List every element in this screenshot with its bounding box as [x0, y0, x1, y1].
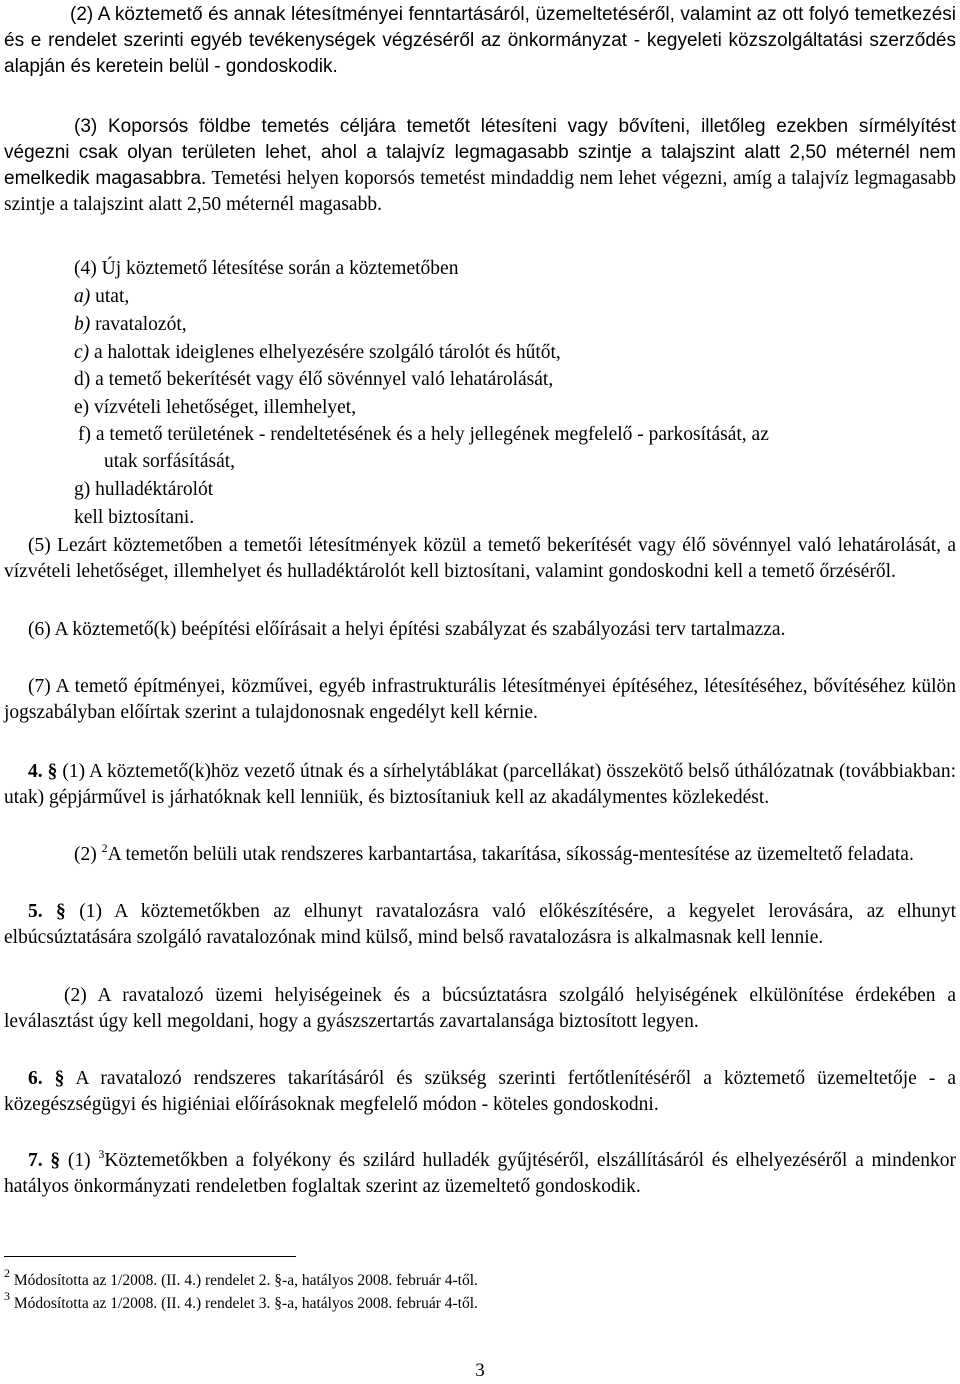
list-marker: d) — [74, 369, 91, 390]
section-number: 4. — [28, 761, 43, 782]
list-text: utak sorfásítását, — [104, 451, 236, 472]
footnote-text: Módosította az 1/2008. (II. 4.) rendelet 3. §-a, hatályos 2008. február 4-től. — [10, 1295, 478, 1312]
list-marker: c) — [74, 342, 90, 363]
section-7-paragraph — [4, 1148, 956, 1200]
section-number: 6. — [28, 1068, 43, 1089]
footnote-number: 3 — [4, 1289, 10, 1303]
list-marker: g) — [74, 479, 91, 500]
list-text: a temető bekerítését vagy élő sövénnyel való lehatárolását, — [90, 369, 554, 390]
section-5-text: (1) A köztemetőkben az elhunyt ravatalozásra való előkészítésére, a kegyelet lerovására, az elhunyt elbúcsúztatására szolgáló ravatalozónak mind külső, mind belső ravatalozásra is alkalmasnak kell lennie. — [4, 901, 956, 948]
footnote-text: Módosította az 1/2008. (II. 4.) rendelet 2. §-a, hatályos 2008. február 4-től. — [10, 1272, 478, 1289]
section-4-paragraph-1 — [4, 759, 956, 811]
list-item — [74, 340, 561, 366]
list-item — [74, 367, 553, 393]
list-item — [74, 312, 187, 338]
list-marker: b) — [74, 314, 91, 335]
paragraph-3-text: (3) Koporsós földbe temetés céljára temetőt létesíteni vagy bővíteni, illetőleg ezekben sírmélyítést végezni csak olyan területen lehet, ahol a talajvíz legmagasabb szintje a talajszint alatt 2,50 méternél nem emelkedik magasabbra. — [4, 116, 956, 189]
paragraph-6: (6) A köztemető(k) beépítési előírásait a helyi építési szabályzat és szabályozási terv tartalmazza. — [28, 619, 786, 640]
section-sign: § — [50, 1150, 61, 1171]
list-text: hulladéktárolót — [90, 479, 214, 500]
list-text: a halottak ideiglenes elhelyezésére szolgáló tárolót és hűtőt, — [89, 342, 561, 363]
list-item — [74, 284, 129, 310]
list-item — [78, 422, 769, 448]
section-5-paragraph-1 — [4, 899, 956, 951]
list-item-continuation — [104, 449, 235, 475]
paragraph-4-end: kell biztosítani. — [74, 507, 195, 528]
footnote-ref: 3 — [98, 1147, 105, 1161]
paragraph-label: (1) — [60, 1150, 99, 1171]
list-item — [74, 477, 213, 503]
page-number: 3 — [475, 1360, 485, 1381]
section-sign: § — [54, 1068, 65, 1089]
section-number: 7. — [28, 1150, 43, 1171]
list-item — [74, 395, 356, 421]
section-6-paragraph — [4, 1066, 956, 1118]
section-number: 5. — [28, 901, 43, 922]
section-4-text: (1) A köztemető(k)höz vezető útnak és a sírhelytáblákat (parcellákat) összekötő belső úthálózatnak (továbbiakban: utak) gépjárművel is járhatóknak kell lenniük, és biztosítaniuk kell az akadálymentes közlekedést. — [4, 761, 956, 808]
paragraph-3 — [4, 114, 956, 218]
section-6-text: A ravatalozó rendszeres takarításáról és szükség szerinti fertőtlenítéséről a köztemető üzemeltetője - a közegészségügyi és higiéniai előírásoknak megfelelő módon - köteles gondoskodni. — [4, 1068, 956, 1115]
section-4-text-2: A temetőn belüli utak rendszeres karbantartása, takarítása, síkosság-mentesítése az üzemeltető feladata. — [107, 844, 914, 865]
footnote-number: 2 — [4, 1266, 10, 1280]
footnote-ref: 2 — [101, 841, 108, 855]
paragraph-3-text-b: Temetési helyen koporsós temetést mindaddig nem lehet végezni, amíg a talajvíz legmagasabb szintje a talajszint alatt 2,50 méternél magasabb. — [4, 168, 956, 215]
list-text: utat, — [90, 286, 130, 307]
footnote — [4, 1289, 478, 1315]
list-text: ravatalozót, — [90, 314, 187, 335]
section-sign: § — [47, 761, 58, 782]
section-4-paragraph-2 — [4, 842, 956, 868]
paragraph-2 — [4, 2, 956, 80]
paragraph-7: (7) A temető építményei, közművei, egyéb infrastrukturális létesítményei építéséhez, létesítéséhez, bővítéséhez külön jogszabályban előírtak szerint a tulajdonosnak engedélyt kell kérnie. — [4, 676, 956, 723]
paragraph-5: (5) Lezárt köztemetőben a temetői létesítmények közül a temető bekerítését vagy élő sövénnyel való lehatárolását, a vízvételi lehetőséget, illemhelyet és hulladéktárolót kell biztosítani, valamint gondoskodni kell a temető őrzéséről. — [4, 535, 956, 582]
list-text: a temető területének - rendeltetésének és a hely jellegének megfelelő - parkosítását, az — [91, 424, 769, 445]
list-marker: a) — [74, 286, 91, 307]
paragraph-2-text: (2) A köztemető és annak létesítményei fenntartásáról, üzemeltetéséről, valamint az ott folyó temetkezési és e rendelet szerinti egyéb tevékenységek végzéséről az önkormányzat - kegyeleti közszolgáltatási szerződés alapján és keretein belül - gondoskodik. — [4, 4, 956, 77]
footnote — [4, 1266, 478, 1292]
footnote-separator — [4, 1256, 296, 1257]
section-7-text: Köztemetőkben a folyékony és szilárd hulladék gyűjtéséről, elszállításáról és elhelyezéséről a mindenkor hatályos önkormányzati rendeletben foglaltak szerint az üzemeltető gondoskodik. — [4, 1150, 956, 1197]
section-5-paragraph-2: (2) A ravatalozó üzemi helyiségeinek és a búcsúztatásra szolgáló helyiségének elkülönítése érdekében a leválasztást úgy kell megoldani, hogy a gyászszertartás zavartalansága biztosított legyen. — [4, 985, 956, 1032]
list-marker: f) — [78, 424, 91, 445]
paragraph-4-intro: (4) Új köztemető létesítése során a köztemetőben — [74, 258, 459, 279]
paragraph-label: (2) — [74, 844, 102, 865]
section-sign: § — [56, 901, 66, 922]
list-marker: e) — [74, 397, 90, 418]
list-text: vízvételi lehetőséget, illemhelyet, — [89, 397, 357, 418]
